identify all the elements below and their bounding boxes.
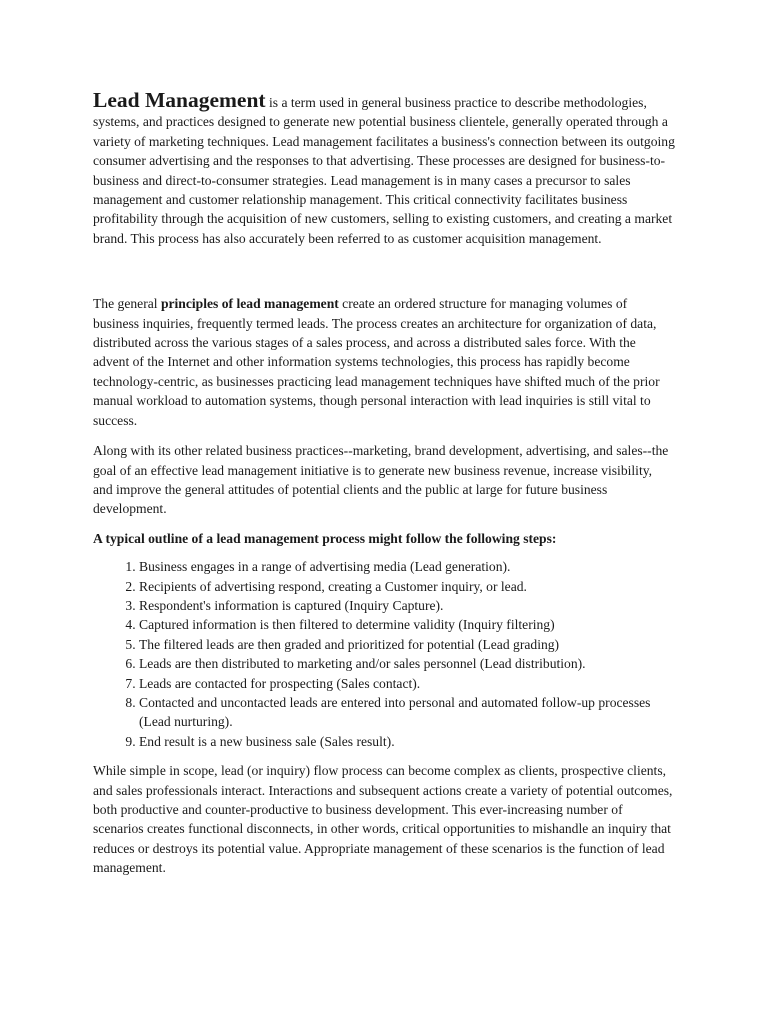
list-item: 9. End result is a new business sale (Sales result). bbox=[139, 732, 675, 751]
list-item: 7. Leads are contacted for prospecting (Sales contact). bbox=[139, 674, 675, 693]
list-item: 4. Captured information is then filtered to determine validity (Inquiry filtering) bbox=[139, 615, 675, 634]
list-item: 3. Respondent's information is captured (Inquiry Capture). bbox=[139, 596, 675, 615]
principles-text: create an ordered structure for managing volumes of business inquiries, frequently termed leads. The process creates an architecture for organization of data, distributed across the various stages of a sales process, and across a distributed sales force. With the advent of the Internet and other information systems technologies, this process has rapidly become technology-centric, as businesses practicing lead management techniques have shifted much of the prior manual workload to automation systems, though personal interaction with lead inquiries is still vital to success. bbox=[93, 296, 660, 428]
closing-paragraph: While simple in scope, lead (or inquiry) flow process can become complex as clients, prospective clients, and sales professionals interact. Interactions and subsequent actions create a variety of potential outcomes, both productive and counter-productive to business development. This ever-increasing number of scenarios creates functional disconnects, in other words, critical opportunities to mishandle an inquiry that reduces or destroys its potential value. Appropriate management of these scenarios is the function of lead management. bbox=[93, 763, 673, 876]
list-item: 6. Leads are then distributed to marketing and/or sales personnel (Lead distribution). bbox=[139, 654, 675, 673]
principles-lead: The general bbox=[93, 296, 161, 312]
list-item: 5. The filtered leads are then graded and prioritized for potential (Lead grading) bbox=[139, 635, 675, 654]
goal-paragraph: Along with its other related business practices--marketing, brand development, advertising, and sales--the goal of an effective lead management initiative is to generate new business revenue, increase visibility, and improve the general attitudes of potential clients and the public at large for future business development. bbox=[93, 443, 669, 517]
outline-heading: A typical outline of a lead management process might follow the following steps: bbox=[93, 530, 557, 546]
principles-paragraph bbox=[93, 294, 675, 430]
principles-bold-term: principles of lead management bbox=[160, 296, 339, 312]
intro-text: is a term used in general business practice to describe methodologies, systems, and practices designed to generate new potential business clientele, generally operated through a variety of marketing techniques. Lead management facilitates a business's connection between its outgoing consumer advertising and the responses to that advertising. These processes are designed for business-to-business and direct-to-consumer strategies. Lead management is in many cases a precursor to sales management and customer relationship management. This critical connectivity facilitates business profitability through the acquisition of new customers, selling to existing customers, and creating a market brand. This process has also accurately been referred to as customer acquisition management. bbox=[93, 95, 675, 246]
list-item: 8. Contacted and uncontacted leads are entered into personal and automated follow-up processes (Lead nurturing). bbox=[139, 693, 675, 732]
steps-list bbox=[93, 557, 675, 751]
list-item: 2. Recipients of advertising respond, creating a Customer inquiry, or lead. bbox=[139, 577, 675, 596]
document-page bbox=[93, 88, 675, 878]
intro-paragraph bbox=[93, 88, 675, 248]
list-item: 1. Business engages in a range of advertising media (Lead generation). bbox=[139, 557, 675, 576]
document-title: Lead Management bbox=[93, 88, 266, 112]
